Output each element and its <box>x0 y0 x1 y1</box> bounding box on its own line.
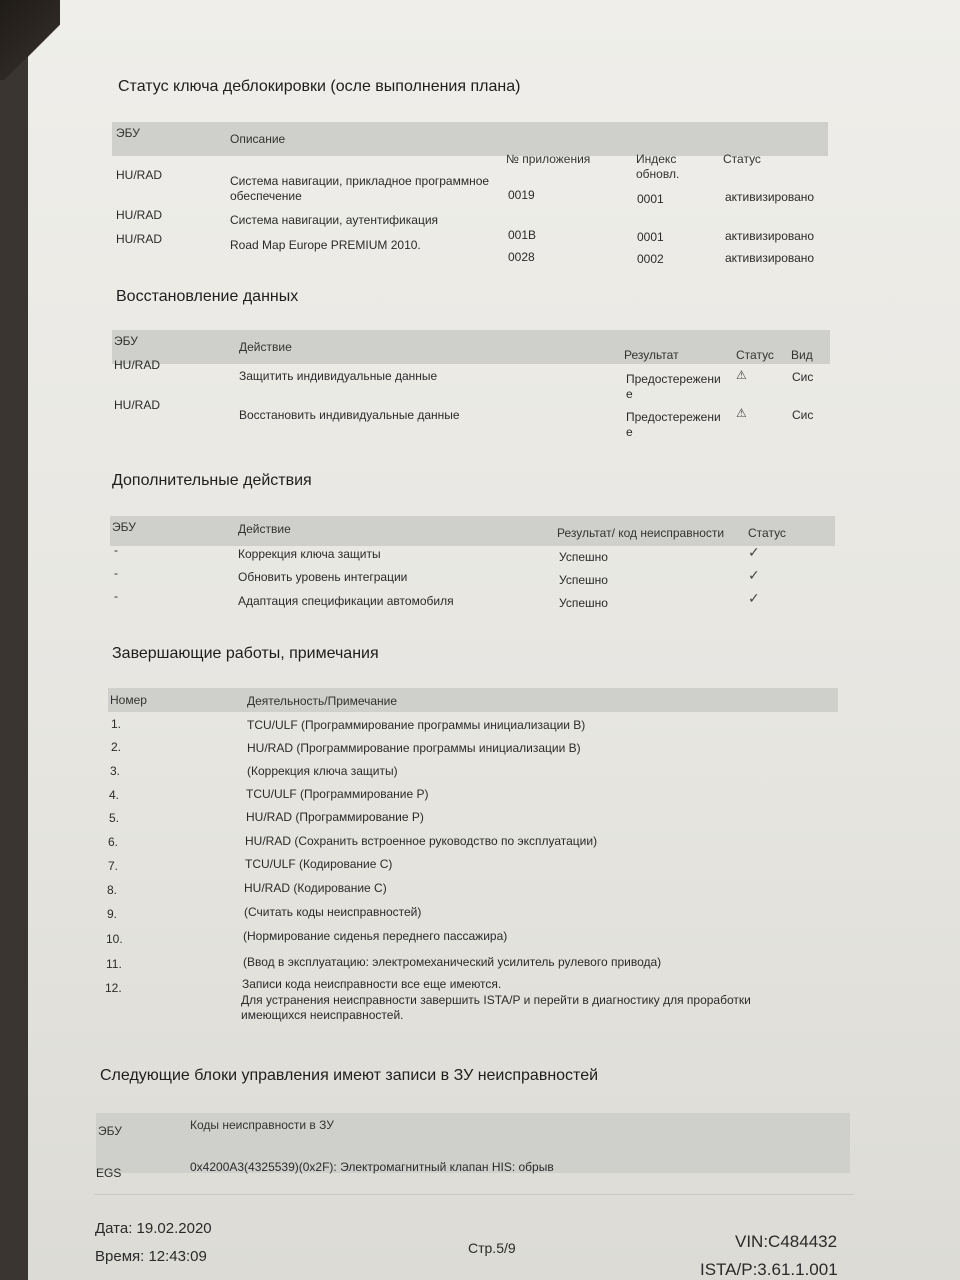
list-item-number: 6. <box>108 835 119 849</box>
table-cell: Предостережени е <box>626 372 721 401</box>
table-cell: активизировано <box>725 251 815 265</box>
list-item: (Считать коды неисправностей) <box>244 905 422 919</box>
list-item: (Ввод в эксплуатацию: электромеханический усилитель рулевого привода) <box>243 955 662 969</box>
table-cell: Предостережени е <box>626 410 721 439</box>
list-item-number: 12. <box>105 981 122 995</box>
footer-time: Время: 12:43:09 <box>95 1248 207 1265</box>
check-icon: ✓ <box>748 544 760 560</box>
table-cell: - <box>114 543 118 557</box>
footer-date: Дата: 19.02.2020 <box>95 1220 212 1237</box>
table-cell: Успешно <box>559 596 608 610</box>
footer-version: ISTA/P:3.61.1.001 <box>700 1260 838 1279</box>
document-page <box>28 0 960 1280</box>
table-cell: 0028 <box>508 250 535 264</box>
warning-icon: ⚠ <box>736 368 747 382</box>
list-item: TCU/ULF (Программирование P) <box>246 787 429 801</box>
table-cell: HU/RAD <box>114 358 161 372</box>
section3-header-status: Статус <box>748 526 786 540</box>
list-item-number: 5. <box>109 811 120 825</box>
table-cell: активизировано <box>725 190 815 204</box>
table-cell: Система навигации, аутентификация <box>230 213 439 227</box>
list-item-number: 8. <box>107 883 118 897</box>
table-cell: EGS <box>96 1166 122 1180</box>
section1-header-bar <box>112 122 828 156</box>
section5-header-ecu: ЭБУ <box>98 1124 122 1138</box>
list-item: HU/RAD (Кодирование C) <box>244 881 387 895</box>
list-item-note: Для устранения неисправности завершить ISTA/P и перейти в диагностику для проработки имеющихся неисправностей. <box>241 993 751 1022</box>
section1-header-app-no: № приложения <box>506 152 591 166</box>
list-item: TCU/ULF (Программирование программы инициализации B) <box>247 718 586 732</box>
list-item-number: 11. <box>106 957 122 971</box>
table-cell: Сис <box>792 370 814 384</box>
table-cell: Road Map Europe PREMIUM 2010. <box>230 238 421 252</box>
list-item-number: 3. <box>110 764 121 778</box>
list-item: (Нормирование сиденья переднего пассажира) <box>243 929 508 943</box>
section2-header-action: Действие <box>239 340 292 354</box>
section1-header-status: Статус <box>723 152 761 166</box>
table-cell: HU/RAD <box>116 232 163 246</box>
table-cell: 0002 <box>637 252 664 266</box>
section4-header-no: Номер <box>110 693 147 707</box>
list-item-number: 1. <box>111 717 122 731</box>
section1-header-desc: Описание <box>230 132 286 146</box>
list-item-number: 4. <box>109 788 120 802</box>
section4-header-bar <box>108 688 838 712</box>
list-item: HU/RAD (Программирование программы инициализации B) <box>247 741 581 755</box>
list-item: (Коррекция ключа защиты) <box>247 764 398 778</box>
list-item: HU/RAD (Программирование P) <box>246 810 424 824</box>
table-cell: Успешно <box>559 573 608 587</box>
table-cell: Восстановить индивидуальные данные <box>239 408 460 422</box>
section5-header-codes: Коды неисправности в ЗУ <box>190 1118 334 1132</box>
table-cell: 0x4200A3(4325539)(0x2F): Электромагнитный клапан HIS: обрыв <box>190 1160 554 1174</box>
section3-header-bar <box>110 516 835 546</box>
paper-shadow-corner <box>0 0 60 80</box>
section3-header-action: Действие <box>238 522 291 536</box>
table-cell: - <box>114 589 118 603</box>
footer-page: Стр.5/9 <box>468 1240 516 1256</box>
table-cell: Адаптация спецификации автомобиля <box>238 594 454 608</box>
table-cell: Защитить индивидуальные данные <box>239 369 438 383</box>
table-cell: Система навигации, прикладное программное обеспечение <box>230 174 490 203</box>
table-cell: Сис <box>792 408 814 422</box>
check-icon: ✓ <box>748 590 760 606</box>
list-item: Записи кода неисправности все еще имеются. <box>242 977 502 991</box>
table-cell: HU/RAD <box>116 168 163 182</box>
section4-header-activity: Деятельность/Примечание <box>247 694 398 708</box>
section2-title: Восстановление данных <box>116 288 299 305</box>
section2-header-result: Результат <box>624 348 679 362</box>
section2-header-ecu: ЭБУ <box>114 334 138 348</box>
section2-header-status: Статус <box>736 348 774 362</box>
table-cell: - <box>114 566 118 580</box>
list-item-number: 10. <box>106 932 123 946</box>
check-icon: ✓ <box>748 567 760 583</box>
table-cell: HU/RAD <box>114 398 161 412</box>
section2-header-bar <box>112 330 830 364</box>
table-cell: HU/RAD <box>116 208 163 222</box>
table-cell: 0019 <box>508 188 535 202</box>
list-item: HU/RAD (Сохранить встроенное руководство по эксплуатации) <box>245 834 598 848</box>
table-cell: активизировано <box>725 229 815 243</box>
footer-vin: VIN:C484432 <box>735 1232 838 1251</box>
section4-title: Завершающие работы, примечания <box>112 645 379 662</box>
list-item-number: 2. <box>111 740 122 754</box>
section1-title: Статус ключа деблокировки (осле выполнения плана) <box>118 78 521 95</box>
warning-icon: ⚠ <box>736 406 747 420</box>
table-cell: 001B <box>508 228 537 242</box>
section5-title: Следующие блоки управления имеют записи в ЗУ неисправностей <box>100 1067 599 1084</box>
section3-header-ecu: ЭБУ <box>112 520 136 534</box>
divider <box>94 1194 854 1195</box>
table-cell: 0001 <box>637 230 664 244</box>
list-item: TCU/ULF (Кодирование C) <box>245 857 393 871</box>
section2-header-type: Вид <box>791 348 813 362</box>
section1-header-index: Индекс обновл. <box>636 152 680 181</box>
list-item-number: 7. <box>108 859 119 873</box>
section1-header-ecu: ЭБУ <box>116 126 140 140</box>
table-cell: 0001 <box>637 192 664 206</box>
table-cell: Обновить уровень интеграции <box>238 570 408 584</box>
section3-header-result: Результат/ код неисправности <box>557 526 725 540</box>
list-item-number: 9. <box>107 907 118 921</box>
table-cell: Коррекция ключа защиты <box>238 547 381 561</box>
section3-title: Дополнительные действия <box>112 472 312 489</box>
table-cell: Успешно <box>559 550 608 564</box>
